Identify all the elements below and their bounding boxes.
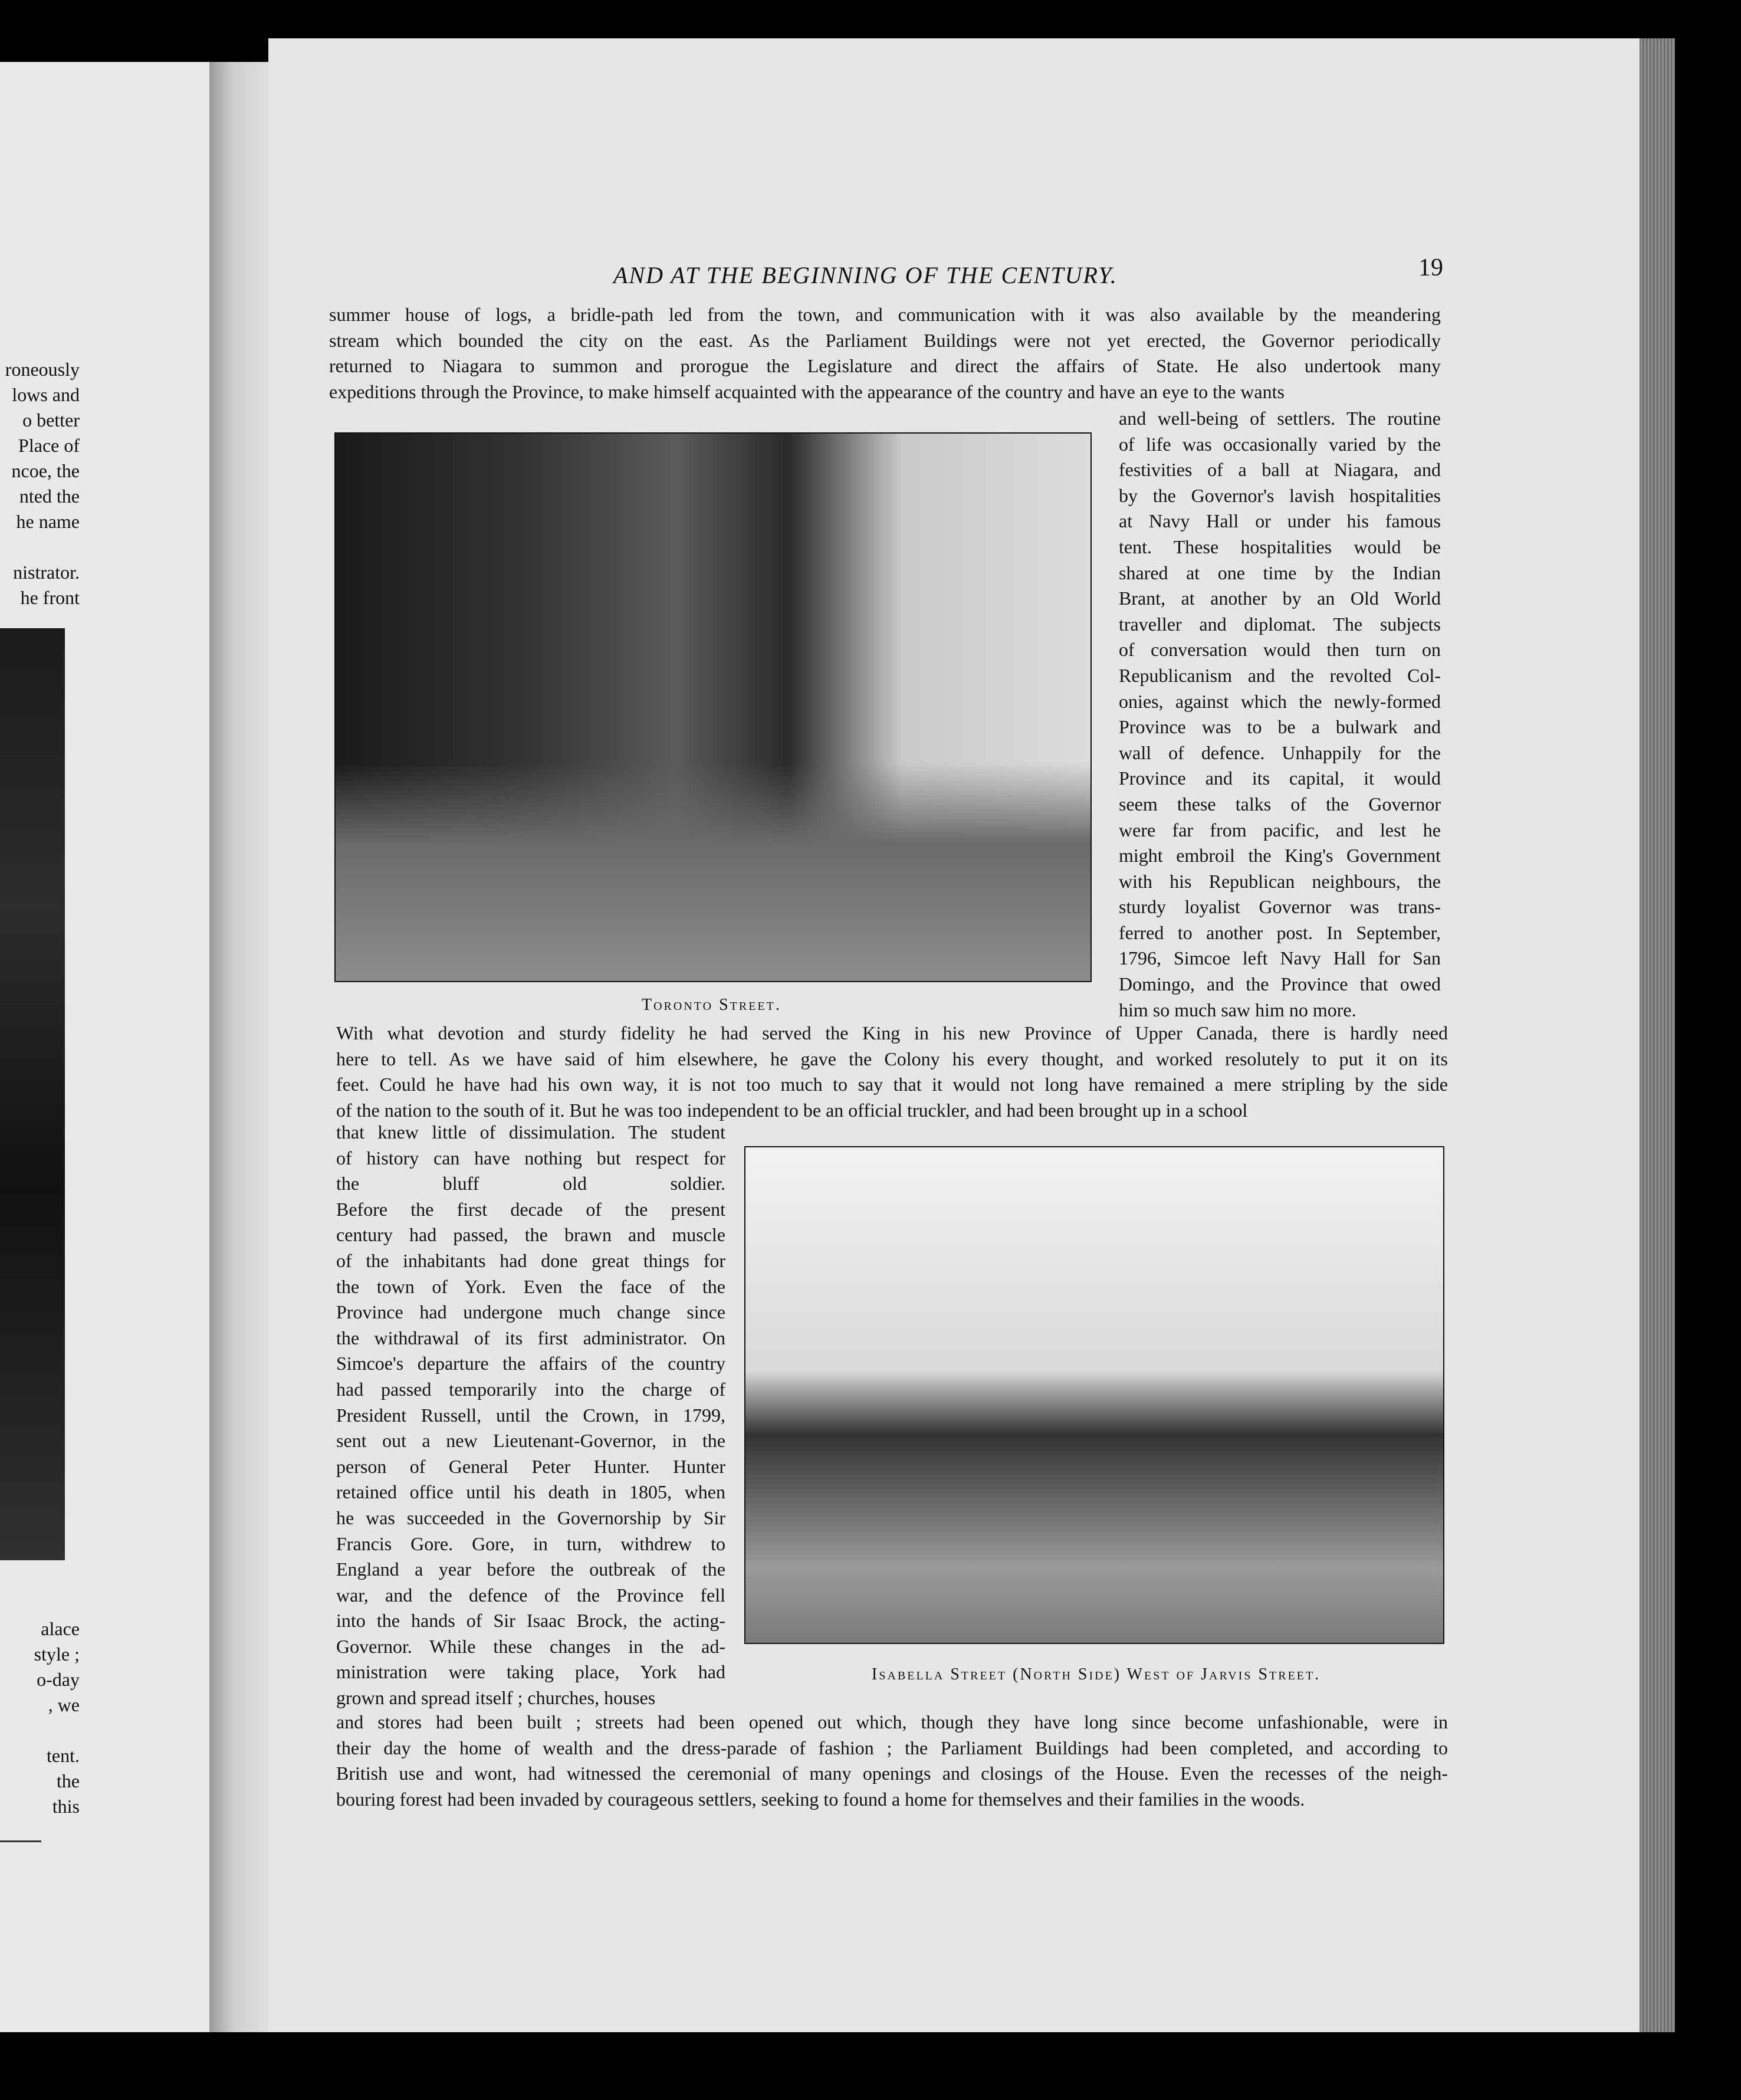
- text-line: into the hands of Sir Isaac Brock, the acting-: [336, 1610, 725, 1632]
- text-line: war, and the defence of the Province fell: [336, 1584, 725, 1606]
- text-line: summer house of logs, a bridle-path led from the town, and communication with it was also available by the meandering: [329, 304, 1441, 325]
- text-line: here to tell. As we have said of him elsewhere, he gave the Colony his every thought, and worked resolutely to put it on its: [336, 1048, 1448, 1069]
- left-page-line: the: [56, 1770, 80, 1791]
- text-line: by the Governor's lavish hospitalities: [1119, 484, 1441, 506]
- text-line: Before the first decade of the present: [336, 1198, 725, 1220]
- paragraph-devotion: [336, 1021, 1448, 1123]
- text-line: Domingo, and the Province that owed: [1119, 973, 1441, 995]
- text-line: bouring forest had been invaded by courageous settlers, seeking to found a home for themselves and their families in the woods.: [336, 1788, 1305, 1810]
- left-page: [0, 62, 212, 2032]
- left-page-line: nistrator.: [13, 562, 80, 583]
- text-line: him so much saw him no more.: [1119, 999, 1356, 1021]
- text-line: Governor. While these changes in the ad-: [336, 1635, 725, 1657]
- text-line: might embroil the King's Government: [1119, 845, 1441, 867]
- text-line: England a year before the outbreak of the: [336, 1558, 725, 1580]
- text-line: person of General Peter Hunter. Hunter: [336, 1455, 725, 1477]
- text-line: of history can have nothing but respect for: [336, 1147, 725, 1169]
- text-line: expeditions through the Province, to make himself acquainted with the appearance of the country and have an eye to the wants: [329, 380, 1285, 402]
- text-line: of life was occasionally varied by the: [1119, 433, 1441, 455]
- text-line: ministration were taking place, York had: [336, 1661, 725, 1683]
- text-line: were far from pacific, and lest he: [1119, 819, 1441, 841]
- text-line: retained office until his death in 1805, when: [336, 1481, 725, 1503]
- running-head: AND AT THE BEGINNING OF THE CENTURY.: [613, 262, 1118, 288]
- paragraph-stores-built: [336, 1709, 1448, 1812]
- left-page-line: tent.: [47, 1745, 80, 1766]
- left-page-line: Place of: [18, 435, 80, 456]
- text-line: President Russell, until the Crown, in 1799,: [336, 1404, 725, 1426]
- text-line: the bluff old soldier.: [336, 1173, 725, 1195]
- text-line: century had passed, the brawn and muscle: [336, 1224, 725, 1246]
- text-line: the withdrawal of its first administrator. On: [336, 1327, 725, 1348]
- text-line: Province was to be a bulwark and: [1119, 716, 1441, 738]
- text-line: the town of York. Even the face of the: [336, 1275, 725, 1297]
- left-page-line: [0, 1718, 80, 1743]
- left-page-line: lows and: [12, 384, 80, 405]
- caption-toronto-street: Toronto Street.: [642, 996, 781, 1014]
- left-page-line: this: [52, 1796, 80, 1817]
- text-line: shared at one time by the Indian: [1119, 562, 1441, 583]
- text-line: sturdy loyalist Governor was trans-: [1119, 896, 1441, 918]
- page-edges: [1640, 38, 1675, 2032]
- text-line: Simcoe's departure the affairs of the country: [336, 1353, 725, 1374]
- text-line: sent out a new Lieutenant-Governor, in the: [336, 1430, 725, 1452]
- left-page-line: [0, 534, 80, 560]
- text-line: tent. These hospitalities would be: [1119, 536, 1441, 557]
- book-gutter: [209, 62, 277, 2032]
- paragraph-first-decade: [336, 1120, 725, 1711]
- photo-isabella-street: [744, 1146, 1444, 1644]
- left-page-photo: [0, 628, 65, 1560]
- text-line: festivities of a ball at Niagara, and: [1119, 459, 1441, 481]
- paragraph-summer-house: [329, 302, 1441, 405]
- text-line: with his Republican neighbours, the: [1119, 870, 1441, 892]
- text-line: feet. Could he have had his own way, it is not too much to say that it would not long have remained a mere stripling by the side: [336, 1074, 1448, 1095]
- left-page-line: o-day: [37, 1669, 80, 1690]
- text-line: Province and its capital, it would: [1119, 767, 1441, 789]
- text-line: he was succeeded in the Governorship by Sir: [336, 1507, 725, 1528]
- left-page-line: style ;: [34, 1643, 80, 1665]
- left-page-line: ncoe, the: [11, 460, 80, 481]
- text-line: stream which bounded the city on the east. As the Parliament Buildings were not yet erected, the Governor periodically: [329, 329, 1441, 351]
- text-line: wall of defence. Unhappily for the: [1119, 741, 1441, 763]
- left-page-line: he name: [16, 511, 80, 532]
- left-page-line: alace: [41, 1618, 80, 1639]
- paragraph-routine-of-life: [1119, 406, 1441, 1023]
- text-line: Francis Gore. Gore, in turn, withdrew to: [336, 1533, 725, 1554]
- text-line: Province had undergone much change since: [336, 1301, 725, 1323]
- text-line: traveller and diplomat. The subjects: [1119, 613, 1441, 635]
- text-line: of conversation would then turn on: [1119, 639, 1441, 661]
- text-line: at Navy Hall or under his famous: [1119, 510, 1441, 532]
- left-page-rule: [0, 1840, 41, 1842]
- page-number: 19: [1418, 254, 1443, 281]
- text-line: returned to Niagara to summon and prorogue the Legislature and direct the affairs of State. He also undertook many: [329, 355, 1441, 377]
- text-line: ferred to another post. In September,: [1119, 921, 1441, 943]
- text-line: onies, against which the newly-formed: [1119, 690, 1441, 712]
- text-line: of the nation to the south of it. But he was too independent to be an official truckler, and had been brought up in a school: [336, 1099, 1248, 1121]
- text-line: and stores had been built ; streets had been opened out which, though they have long since become unfashionable, were in: [336, 1711, 1448, 1732]
- left-page-text-top: [0, 357, 80, 611]
- left-page-line: , we: [48, 1694, 80, 1715]
- text-line: of the inhabitants had done great things for: [336, 1249, 725, 1271]
- text-line: that knew little of dissimulation. The student: [336, 1121, 725, 1143]
- text-line: British use and wont, had witnessed the ceremonial of many openings and closings of the House. Even the recesses of the neigh-: [336, 1763, 1448, 1784]
- text-line: grown and spread itself ; churches, houses: [336, 1687, 656, 1709]
- text-line: 1796, Simcoe left Navy Hall for San: [1119, 947, 1441, 969]
- text-line: their day the home of wealth and the dress-parade of fashion ; the Parliament Buildings had been completed, and according to: [336, 1737, 1448, 1758]
- text-line: seem these talks of the Governor: [1119, 793, 1441, 815]
- text-line: Republicanism and the revolted Col-: [1119, 664, 1441, 686]
- left-page-line: o better: [22, 409, 80, 431]
- text-line: With what devotion and sturdy fidelity he had served the King in his new Province of Upper Canada, there is hardly need: [336, 1022, 1448, 1044]
- left-page-line: nted the: [19, 485, 80, 507]
- caption-isabella-street: Isabella Street (North Side) West of Jarvis Street.: [872, 1665, 1321, 1684]
- left-page-text-bottom: [0, 1616, 80, 1819]
- left-page-line: roneously: [5, 359, 80, 380]
- photo-toronto-street: [334, 432, 1092, 982]
- left-page-line: he front: [20, 587, 80, 608]
- text-line: had passed temporarily into the charge of: [336, 1378, 725, 1400]
- text-line: Brant, at another by an Old World: [1119, 588, 1441, 609]
- text-line: and well-being of settlers. The routine: [1119, 408, 1441, 429]
